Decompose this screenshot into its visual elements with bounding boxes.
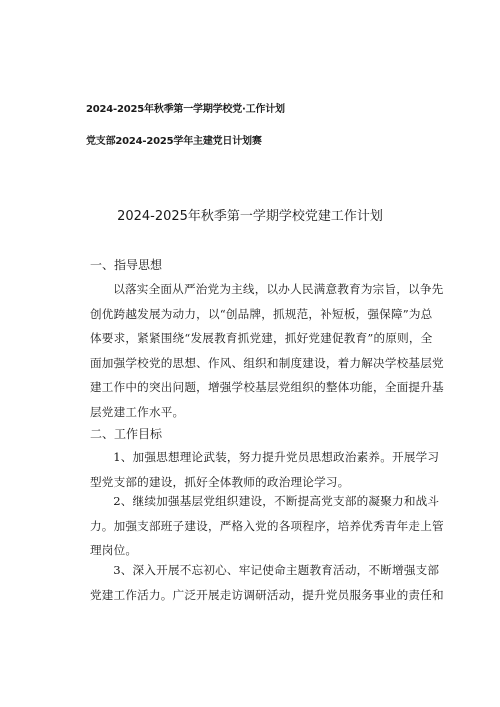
paragraph-goal-3 [90, 558, 444, 607]
paragraph-line: 层党建工作水平。 [90, 404, 185, 419]
paragraph-line: 党建工作活力。广泛开展走访调研活动，提升党员服务事业的责任和 [90, 587, 444, 602]
paragraph-line: 体要求，紧紧围绕“发展教育抓党建，抓好党建促教育”的原则，全 [90, 331, 433, 345]
paragraph-line: 理岗位。 [90, 543, 138, 557]
paragraph-line: 型党支部的建设，抓好全体教师的政治理论学习。 [90, 474, 350, 489]
header-line-2: 党支部2024-2025学年主建党日计划赛 [86, 136, 262, 147]
paragraph-line: 2、继续加强基层党组织建设，不断提高党支部的凝聚力和战斗 [113, 494, 440, 508]
paragraph-line: 3、深入开展不忘初心、牢记使命主题教育活动，不断增强支部 [113, 563, 440, 577]
header-line-1: 2024-2025年秋季第一学期学校党·工作计划 [86, 104, 285, 115]
paragraph-goal-1 [90, 445, 440, 494]
paragraph-line: 创优跨越发展为动力，以“创品牌，抓规范，补短板，强保障”为总 [90, 306, 433, 321]
paragraph-line: 1、加强思想理论武装，努力提升党员思想政治素养。开展学习 [113, 450, 440, 464]
paragraph-line: 建工作中的突出问题，增强学校基层党组织的整体功能，全面提升基 [90, 380, 444, 394]
document-title: 2024-2025年秋季第一学期学校党建工作计划 [117, 209, 383, 224]
paragraph-line: 力。加强支部班子建设，严格入党的各项程序，培养优秀青年走上管 [90, 518, 444, 533]
paragraph-goal-2 [90, 489, 444, 563]
section-heading-work-goals: 二、工作目标 [90, 427, 163, 441]
paragraph-line: 面加强学校党的思想、作风、组织和制度建设，着力解决学校基层党 [90, 355, 444, 370]
paragraph-guiding-ideology [90, 277, 444, 424]
section-heading-guiding-ideology: 一、指导思想 [90, 258, 163, 272]
paragraph-line: 以落实全面从严治党为主线，以办人民满意教育为宗旨，以争先 [113, 282, 444, 296]
